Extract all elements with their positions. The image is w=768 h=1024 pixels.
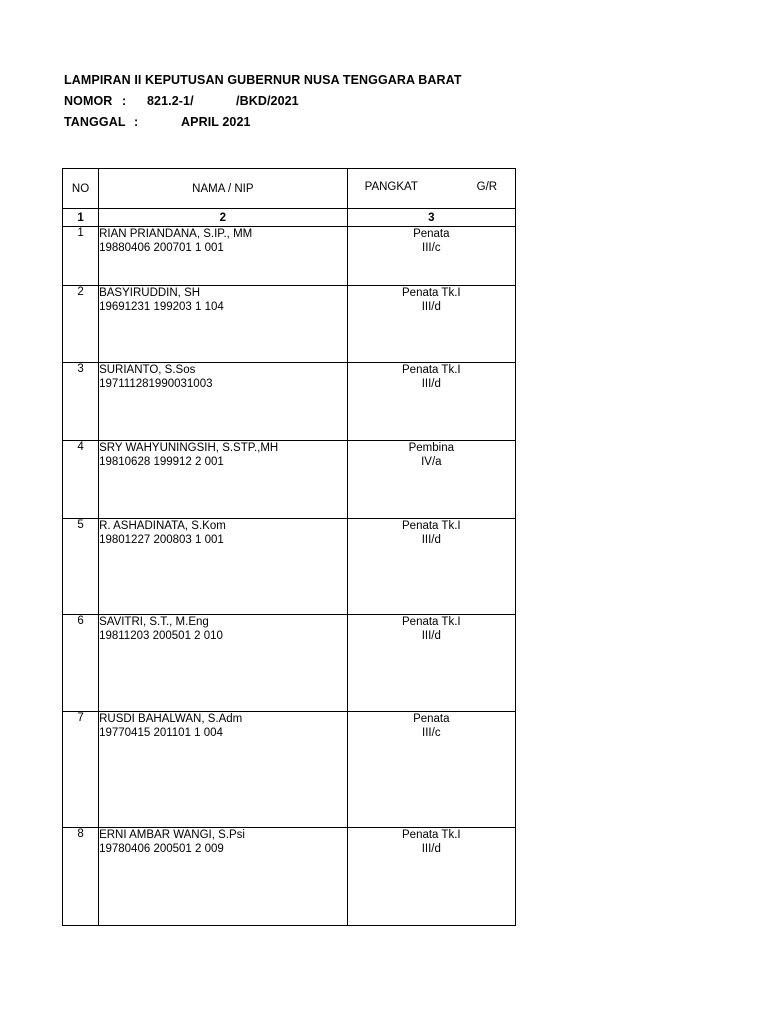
rank-cell [347, 519, 515, 615]
header-no: NO [63, 169, 99, 209]
table-header-row [63, 169, 516, 209]
table-row [63, 227, 516, 286]
rank-cell [347, 712, 515, 828]
date-label: TANGGAL [64, 115, 126, 129]
column-index: 1 [63, 209, 99, 227]
rank-name: Penata [413, 228, 450, 240]
table-row [63, 286, 516, 363]
rank-grade: III/c [422, 242, 441, 254]
date-separator: : [134, 115, 139, 129]
column-index: 2 [99, 209, 348, 227]
employee-cell [99, 363, 348, 441]
employee-name: R. ASHADINATA, S.Kom [99, 520, 226, 532]
employee-cell [99, 828, 348, 926]
employee-cell [99, 519, 348, 615]
employee-name: SAVITRI, S.T., M.Eng [99, 616, 209, 628]
table-row [63, 828, 516, 926]
header-rank-cell [347, 169, 515, 209]
employee-name: BASYIRUDDIN, SH [99, 287, 201, 299]
column-index-row [63, 209, 516, 227]
header-rank: PANGKAT [364, 181, 418, 193]
header-title: LAMPIRAN II KEPUTUSAN GUBERNUR NUSA TENGGARA BARAT [64, 73, 462, 87]
employee-name: RIAN PRIANDANA, S.IP., MM [99, 228, 253, 240]
rank-cell [347, 286, 515, 363]
table-row [63, 441, 516, 519]
rank-cell [347, 441, 515, 519]
employee-nip: 19801227 200803 1 001 [99, 534, 224, 546]
row-number: 7 [63, 712, 99, 828]
rank-grade: IV/a [421, 456, 442, 468]
row-number: 1 [63, 227, 99, 286]
employee-nip: 19880406 200701 1 001 [99, 242, 224, 254]
number-value: 821.2-1/ [147, 94, 194, 108]
employee-nip: 19770415 201101 1 004 [99, 727, 223, 739]
row-number: 4 [63, 441, 99, 519]
rank-name: Pembina [408, 442, 454, 454]
rank-name: Penata Tk.I [402, 520, 461, 532]
rank-name: Penata Tk.I [402, 364, 461, 376]
employee-table [62, 168, 516, 926]
rank-grade: III/d [421, 630, 441, 642]
number-label: NOMOR [64, 94, 113, 108]
employee-name: SRY WAHYUNINGSIH, S.STP.,MH [99, 442, 279, 454]
rank-cell [347, 227, 515, 286]
rank-name: Penata [413, 713, 450, 725]
employee-cell [99, 286, 348, 363]
employee-nip: 19691231 199203 1 104 [99, 301, 224, 313]
rank-grade: III/d [421, 378, 441, 390]
column-index: 3 [347, 209, 515, 227]
rank-cell [347, 828, 515, 926]
employee-cell [99, 227, 348, 286]
table-row [63, 519, 516, 615]
employee-cell [99, 712, 348, 828]
employee-nip: 19780406 200501 2 009 [99, 843, 224, 855]
employee-nip: 19811203 200501 2 010 [99, 630, 223, 642]
header-name: NAMA / NIP [99, 169, 348, 209]
date-value: APRIL 2021 [181, 115, 251, 129]
rank-grade: III/d [421, 301, 441, 313]
number-separator: : [122, 94, 127, 108]
row-number: 8 [63, 828, 99, 926]
employee-nip: 197111281990031003 [99, 378, 213, 390]
employee-name: RUSDI BAHALWAN, S.Adm [99, 713, 243, 725]
employee-cell [99, 441, 348, 519]
rank-grade: III/d [421, 534, 441, 546]
rank-name: Penata Tk.I [402, 829, 461, 841]
rank-name: Penata Tk.I [402, 287, 461, 299]
employee-name: SURIANTO, S.Sos [99, 364, 196, 376]
employee-name: ERNI AMBAR WANGI, S.Psi [99, 829, 245, 841]
number-suffix: /BKD/2021 [236, 94, 299, 108]
employee-nip: 19810628 199912 2 001 [99, 456, 224, 468]
row-number: 3 [63, 363, 99, 441]
rank-name: Penata Tk.I [402, 616, 461, 628]
table-row [63, 363, 516, 441]
rank-grade: III/c [422, 727, 441, 739]
table-row [63, 615, 516, 712]
row-number: 6 [63, 615, 99, 712]
rank-cell [347, 615, 515, 712]
table-row [63, 712, 516, 828]
row-number: 5 [63, 519, 99, 615]
header-grade: G/R [476, 181, 498, 193]
employee-cell [99, 615, 348, 712]
rank-cell [347, 363, 515, 441]
row-number: 2 [63, 286, 99, 363]
rank-grade: III/d [421, 843, 441, 855]
